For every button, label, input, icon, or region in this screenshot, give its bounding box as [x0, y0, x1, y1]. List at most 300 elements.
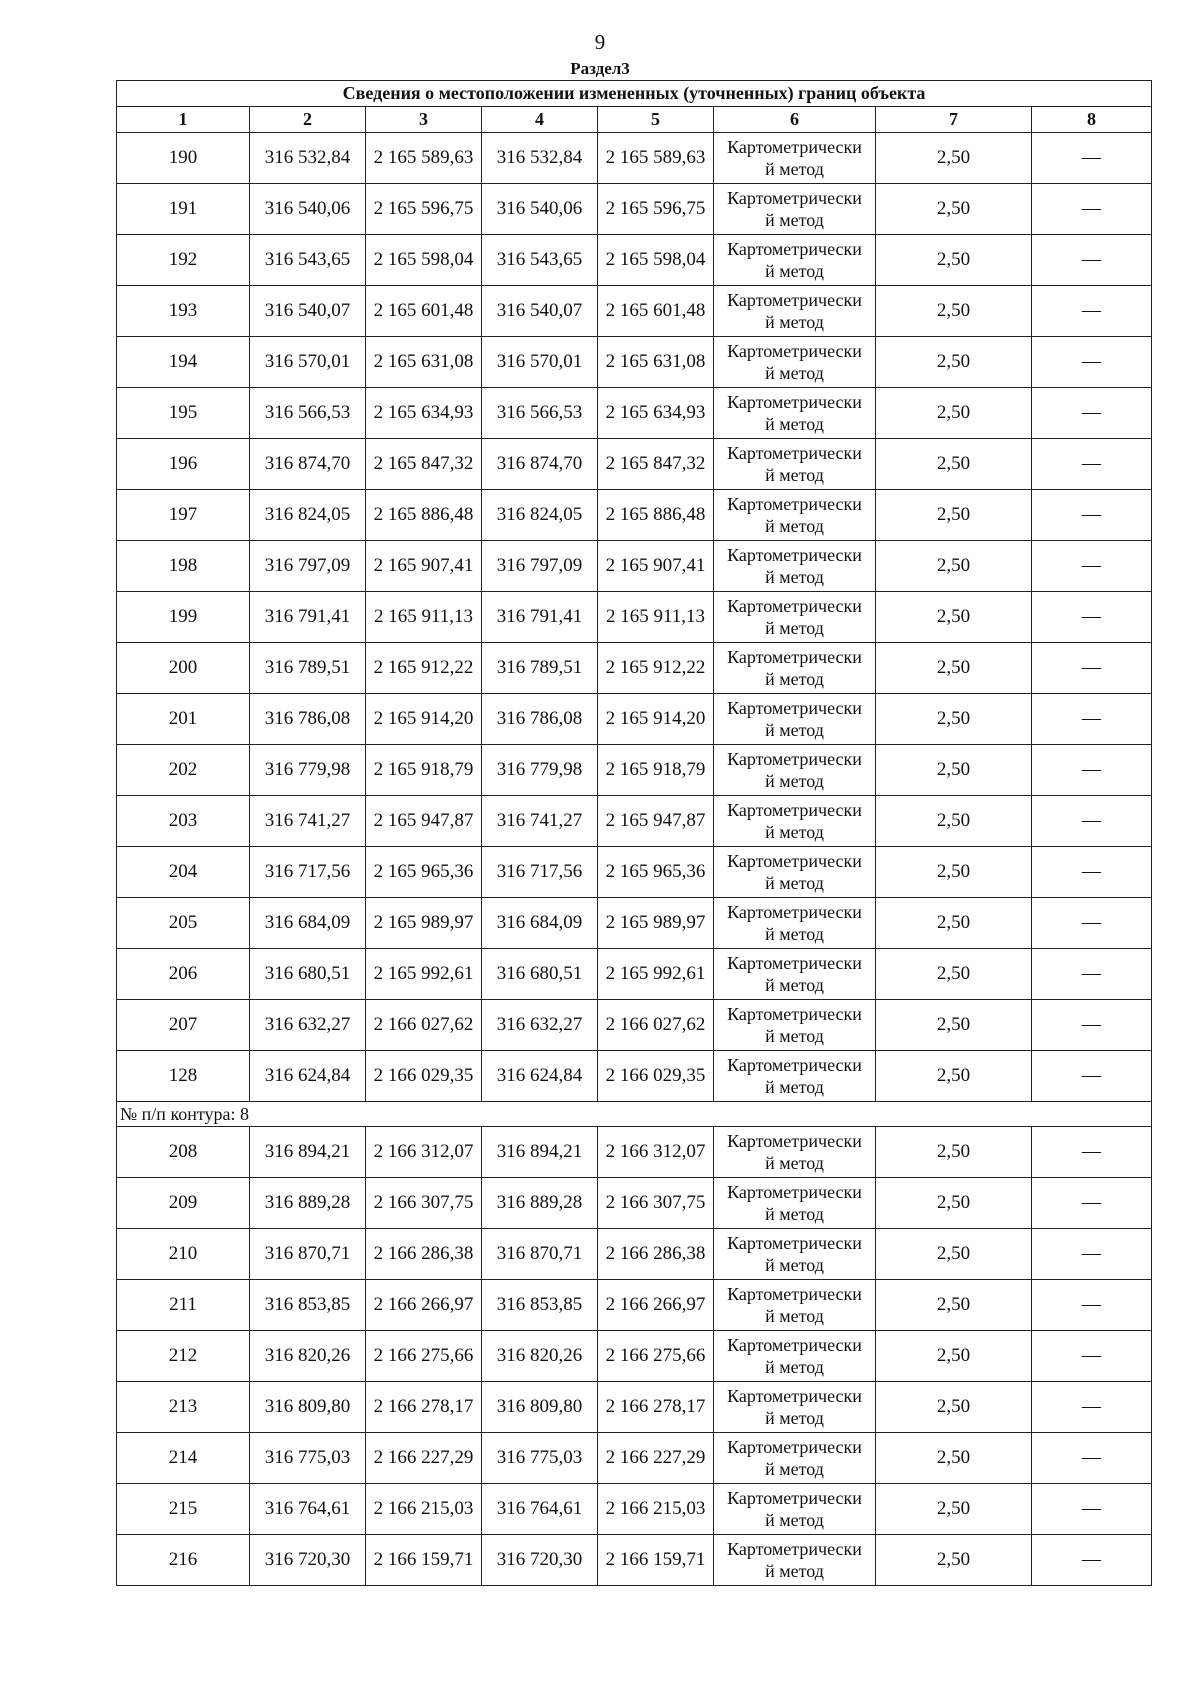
method-line-2: й метод — [765, 1204, 824, 1224]
dash-cell: — — [1032, 1127, 1152, 1178]
dash-cell: — — [1032, 337, 1152, 388]
accuracy-value: 2,50 — [876, 184, 1032, 235]
dash-cell: — — [1032, 694, 1152, 745]
method-cell — [714, 1382, 876, 1433]
coord-x: 316 680,51 — [250, 949, 366, 1000]
coord-x-new: 316 543,65 — [482, 235, 598, 286]
dash-cell: — — [1032, 1484, 1152, 1535]
coord-x-new: 316 824,05 — [482, 490, 598, 541]
point-number: 194 — [117, 337, 250, 388]
method-cell — [714, 490, 876, 541]
method-line-1: Картометрически — [727, 1131, 862, 1151]
coord-x: 316 684,09 — [250, 898, 366, 949]
coord-x: 316 632,27 — [250, 1000, 366, 1051]
method-line-1: Картометрически — [727, 749, 862, 769]
coord-x: 316 570,01 — [250, 337, 366, 388]
coord-y-new: 2 166 275,66 — [598, 1331, 714, 1382]
coord-x: 316 775,03 — [250, 1433, 366, 1484]
method-cell — [714, 592, 876, 643]
method-line-1: Картометрически — [727, 137, 862, 157]
method-line-2: й метод — [765, 1357, 824, 1377]
dash-cell: — — [1032, 796, 1152, 847]
method-line-1: Картометрически — [727, 800, 862, 820]
coord-x: 316 741,27 — [250, 796, 366, 847]
coord-x-new: 316 570,01 — [482, 337, 598, 388]
column-header: 8 — [1032, 107, 1152, 133]
method-line-2: й метод — [765, 1255, 824, 1275]
coord-x: 316 820,26 — [250, 1331, 366, 1382]
point-number: 201 — [117, 694, 250, 745]
coord-x-new: 316 540,07 — [482, 286, 598, 337]
method-line-2: й метод — [765, 924, 824, 944]
coord-y-new: 2 165 631,08 — [598, 337, 714, 388]
point-number: 205 — [117, 898, 250, 949]
coord-y-new: 2 165 847,32 — [598, 439, 714, 490]
point-number: 200 — [117, 643, 250, 694]
coord-y-new: 2 166 159,71 — [598, 1535, 714, 1586]
coord-y: 2 166 159,71 — [366, 1535, 482, 1586]
point-number: 204 — [117, 847, 250, 898]
coord-y-new: 2 165 907,41 — [598, 541, 714, 592]
method-line-1: Картометрически — [727, 545, 862, 565]
table-row — [117, 694, 1152, 745]
dash-cell: — — [1032, 1178, 1152, 1229]
coord-y-new: 2 165 947,87 — [598, 796, 714, 847]
accuracy-value: 2,50 — [876, 1331, 1032, 1382]
accuracy-value: 2,50 — [876, 1280, 1032, 1331]
point-number: 202 — [117, 745, 250, 796]
method-cell — [714, 796, 876, 847]
table-row — [117, 1229, 1152, 1280]
accuracy-value: 2,50 — [876, 898, 1032, 949]
coord-x-new: 316 632,27 — [482, 1000, 598, 1051]
point-number: 197 — [117, 490, 250, 541]
coord-y: 2 165 589,63 — [366, 133, 482, 184]
accuracy-value: 2,50 — [876, 1229, 1032, 1280]
coord-x: 316 824,05 — [250, 490, 366, 541]
dash-cell: — — [1032, 949, 1152, 1000]
coord-x-new: 316 791,41 — [482, 592, 598, 643]
coord-y-new: 2 165 596,75 — [598, 184, 714, 235]
method-cell — [714, 1051, 876, 1102]
dash-cell: — — [1032, 541, 1152, 592]
table-body — [117, 133, 1152, 1586]
table-row — [117, 490, 1152, 541]
dash-cell: — — [1032, 847, 1152, 898]
dash-cell: — — [1032, 898, 1152, 949]
dash-cell: — — [1032, 1051, 1152, 1102]
point-number: 207 — [117, 1000, 250, 1051]
method-cell — [714, 1331, 876, 1382]
coord-x: 316 764,61 — [250, 1484, 366, 1535]
column-header: 5 — [598, 107, 714, 133]
method-line-2: й метод — [765, 1561, 824, 1581]
accuracy-value: 2,50 — [876, 337, 1032, 388]
method-line-1: Картометрически — [727, 1488, 862, 1508]
accuracy-value: 2,50 — [876, 1178, 1032, 1229]
coord-y: 2 166 266,97 — [366, 1280, 482, 1331]
point-number: 193 — [117, 286, 250, 337]
coord-x-new: 316 797,09 — [482, 541, 598, 592]
method-line-1: Картометрически — [727, 341, 862, 361]
column-header: 2 — [250, 107, 366, 133]
table-row — [117, 337, 1152, 388]
method-cell — [714, 643, 876, 694]
coord-x-new: 316 764,61 — [482, 1484, 598, 1535]
accuracy-value: 2,50 — [876, 235, 1032, 286]
coord-y: 2 165 601,48 — [366, 286, 482, 337]
point-number: 215 — [117, 1484, 250, 1535]
coord-y: 2 166 275,66 — [366, 1331, 482, 1382]
coord-y-new: 2 166 312,07 — [598, 1127, 714, 1178]
method-cell — [714, 388, 876, 439]
method-line-1: Картометрически — [727, 851, 862, 871]
method-line-2: й метод — [765, 873, 824, 893]
table-caption: Сведения о местоположении измененных (уточненных) границ объекта — [117, 81, 1152, 107]
method-line-1: Картометрически — [727, 239, 862, 259]
column-header: 7 — [876, 107, 1032, 133]
method-line-1: Картометрически — [727, 953, 862, 973]
table-row — [117, 541, 1152, 592]
table-row — [117, 184, 1152, 235]
dash-cell: — — [1032, 439, 1152, 490]
method-line-2: й метод — [765, 312, 824, 332]
method-line-1: Картометрически — [727, 1004, 862, 1024]
coord-x-new: 316 720,30 — [482, 1535, 598, 1586]
coord-x-new: 316 889,28 — [482, 1178, 598, 1229]
method-line-2: й метод — [765, 1306, 824, 1326]
coord-y: 2 166 027,62 — [366, 1000, 482, 1051]
coord-y-new: 2 165 989,97 — [598, 898, 714, 949]
coord-y: 2 165 914,20 — [366, 694, 482, 745]
table-row — [117, 1433, 1152, 1484]
dash-cell: — — [1032, 133, 1152, 184]
accuracy-value: 2,50 — [876, 949, 1032, 1000]
coord-y: 2 165 634,93 — [366, 388, 482, 439]
coord-x-new: 316 874,70 — [482, 439, 598, 490]
method-line-2: й метод — [765, 822, 824, 842]
coord-y-new: 2 165 918,79 — [598, 745, 714, 796]
coord-y: 2 165 907,41 — [366, 541, 482, 592]
point-number: 199 — [117, 592, 250, 643]
method-line-2: й метод — [765, 363, 824, 383]
coord-y-new: 2 166 227,29 — [598, 1433, 714, 1484]
point-number: 192 — [117, 235, 250, 286]
coord-y: 2 165 965,36 — [366, 847, 482, 898]
dash-cell: — — [1032, 1535, 1152, 1586]
coord-y-new: 2 166 215,03 — [598, 1484, 714, 1535]
accuracy-value: 2,50 — [876, 490, 1032, 541]
method-cell — [714, 1127, 876, 1178]
point-number: 214 — [117, 1433, 250, 1484]
method-line-2: й метод — [765, 771, 824, 791]
coord-x-new: 316 680,51 — [482, 949, 598, 1000]
method-line-1: Картометрически — [727, 596, 862, 616]
method-cell — [714, 541, 876, 592]
point-number: 210 — [117, 1229, 250, 1280]
method-line-1: Картометрически — [727, 494, 862, 514]
dash-cell: — — [1032, 490, 1152, 541]
table-row — [117, 1127, 1152, 1178]
method-cell — [714, 898, 876, 949]
method-cell — [714, 337, 876, 388]
method-line-2: й метод — [765, 975, 824, 995]
method-line-1: Картометрически — [727, 443, 862, 463]
coord-x: 316 540,07 — [250, 286, 366, 337]
method-line-1: Картометрически — [727, 392, 862, 412]
coord-x-new: 316 820,26 — [482, 1331, 598, 1382]
table-row — [117, 1280, 1152, 1331]
coord-x-new: 316 894,21 — [482, 1127, 598, 1178]
coord-x-new: 316 624,84 — [482, 1051, 598, 1102]
coord-x-new: 316 566,53 — [482, 388, 598, 439]
dash-cell: — — [1032, 1433, 1152, 1484]
table-row — [117, 1382, 1152, 1433]
coord-x-new: 316 532,84 — [482, 133, 598, 184]
point-number: 206 — [117, 949, 250, 1000]
coord-x-new: 316 853,85 — [482, 1280, 598, 1331]
coord-x: 316 532,84 — [250, 133, 366, 184]
coord-y: 2 166 286,38 — [366, 1229, 482, 1280]
coord-x: 316 779,98 — [250, 745, 366, 796]
point-number: 203 — [117, 796, 250, 847]
point-number: 213 — [117, 1382, 250, 1433]
method-line-2: й метод — [765, 1510, 824, 1530]
method-cell — [714, 235, 876, 286]
coord-x: 316 797,09 — [250, 541, 366, 592]
point-number: 195 — [117, 388, 250, 439]
coord-x: 316 540,06 — [250, 184, 366, 235]
coord-y: 2 165 918,79 — [366, 745, 482, 796]
method-line-2: й метод — [765, 414, 824, 434]
method-line-2: й метод — [765, 1459, 824, 1479]
accuracy-value: 2,50 — [876, 1051, 1032, 1102]
coord-x: 316 624,84 — [250, 1051, 366, 1102]
coord-y-new: 2 165 965,36 — [598, 847, 714, 898]
method-line-2: й метод — [765, 159, 824, 179]
coord-x-new: 316 789,51 — [482, 643, 598, 694]
accuracy-value: 2,50 — [876, 439, 1032, 490]
method-line-2: й метод — [765, 465, 824, 485]
table-row — [117, 439, 1152, 490]
point-number: 190 — [117, 133, 250, 184]
coord-y-new: 2 165 601,48 — [598, 286, 714, 337]
method-line-2: й метод — [765, 516, 824, 536]
method-line-2: й метод — [765, 669, 824, 689]
coord-y-new: 2 166 029,35 — [598, 1051, 714, 1102]
coord-y-new: 2 165 914,20 — [598, 694, 714, 745]
coord-x-new: 316 779,98 — [482, 745, 598, 796]
coord-y-new: 2 165 589,63 — [598, 133, 714, 184]
coord-x: 316 786,08 — [250, 694, 366, 745]
method-cell — [714, 1178, 876, 1229]
accuracy-value: 2,50 — [876, 796, 1032, 847]
method-line-1: Картометрически — [727, 1055, 862, 1075]
coord-x: 316 717,56 — [250, 847, 366, 898]
method-cell — [714, 184, 876, 235]
coord-x-new: 316 684,09 — [482, 898, 598, 949]
method-cell — [714, 439, 876, 490]
method-line-1: Картометрически — [727, 1284, 862, 1304]
accuracy-value: 2,50 — [876, 1000, 1032, 1051]
coord-y: 2 165 992,61 — [366, 949, 482, 1000]
point-number: 211 — [117, 1280, 250, 1331]
coord-y-new: 2 166 278,17 — [598, 1382, 714, 1433]
method-line-2: й метод — [765, 720, 824, 740]
coord-y-new: 2 165 598,04 — [598, 235, 714, 286]
coord-y: 2 165 598,04 — [366, 235, 482, 286]
method-line-1: Картометрически — [727, 698, 862, 718]
method-cell — [714, 286, 876, 337]
method-line-2: й метод — [765, 261, 824, 281]
accuracy-value: 2,50 — [876, 1433, 1032, 1484]
coord-y-new: 2 166 286,38 — [598, 1229, 714, 1280]
page-number: 9 — [594, 30, 606, 54]
accuracy-value: 2,50 — [876, 1382, 1032, 1433]
table-row — [117, 1178, 1152, 1229]
method-cell — [714, 1433, 876, 1484]
accuracy-value: 2,50 — [876, 1535, 1032, 1586]
coord-y-new: 2 166 027,62 — [598, 1000, 714, 1051]
coord-y: 2 165 631,08 — [366, 337, 482, 388]
header-row — [117, 107, 1152, 133]
method-cell — [714, 694, 876, 745]
table-row — [117, 1331, 1152, 1382]
coord-y: 2 166 278,17 — [366, 1382, 482, 1433]
table-row — [117, 1051, 1152, 1102]
point-number: 128 — [117, 1051, 250, 1102]
accuracy-value: 2,50 — [876, 133, 1032, 184]
method-line-1: Картометрически — [727, 1182, 862, 1202]
table-row — [117, 949, 1152, 1000]
method-line-1: Картометрически — [727, 1233, 862, 1253]
coord-x: 316 720,30 — [250, 1535, 366, 1586]
method-cell — [714, 1535, 876, 1586]
point-number: 196 — [117, 439, 250, 490]
column-header: 1 — [117, 107, 250, 133]
accuracy-value: 2,50 — [876, 541, 1032, 592]
table-row — [117, 592, 1152, 643]
accuracy-value: 2,50 — [876, 388, 1032, 439]
table-row — [117, 643, 1152, 694]
table-row — [117, 133, 1152, 184]
coord-y: 2 165 596,75 — [366, 184, 482, 235]
contour-label: № п/п контура: 8 — [117, 1102, 1152, 1127]
method-line-1: Картометрически — [727, 647, 862, 667]
method-line-2: й метод — [765, 1026, 824, 1046]
dash-cell: — — [1032, 1331, 1152, 1382]
dash-cell: — — [1032, 1382, 1152, 1433]
table-row — [117, 388, 1152, 439]
method-line-2: й метод — [765, 1077, 824, 1097]
accuracy-value: 2,50 — [876, 643, 1032, 694]
coord-x: 316 874,70 — [250, 439, 366, 490]
method-line-1: Картометрически — [727, 1539, 862, 1559]
column-header: 4 — [482, 107, 598, 133]
coord-y: 2 165 847,32 — [366, 439, 482, 490]
coord-x-new: 316 786,08 — [482, 694, 598, 745]
accuracy-value: 2,50 — [876, 1484, 1032, 1535]
coord-y: 2 166 307,75 — [366, 1178, 482, 1229]
coord-x: 316 894,21 — [250, 1127, 366, 1178]
point-number: 208 — [117, 1127, 250, 1178]
point-number: 209 — [117, 1178, 250, 1229]
method-line-2: й метод — [765, 1408, 824, 1428]
method-line-1: Картометрически — [727, 188, 862, 208]
method-line-2: й метод — [765, 210, 824, 230]
accuracy-value: 2,50 — [876, 592, 1032, 643]
coord-y: 2 166 227,29 — [366, 1433, 482, 1484]
coord-y: 2 165 947,87 — [366, 796, 482, 847]
method-cell — [714, 1484, 876, 1535]
coord-y: 2 165 989,97 — [366, 898, 482, 949]
dash-cell: — — [1032, 184, 1152, 235]
coord-y: 2 166 312,07 — [366, 1127, 482, 1178]
table-row — [117, 847, 1152, 898]
method-line-2: й метод — [765, 1153, 824, 1173]
table-row — [117, 1000, 1152, 1051]
accuracy-value: 2,50 — [876, 286, 1032, 337]
method-line-1: Картометрически — [727, 1437, 862, 1457]
coord-y-new: 2 165 911,13 — [598, 592, 714, 643]
method-line-2: й метод — [765, 567, 824, 587]
dash-cell: — — [1032, 745, 1152, 796]
method-cell — [714, 847, 876, 898]
coord-x-new: 316 870,71 — [482, 1229, 598, 1280]
coord-x-new: 316 741,27 — [482, 796, 598, 847]
method-cell — [714, 1229, 876, 1280]
contour-row — [117, 1102, 1152, 1127]
method-line-1: Картометрически — [727, 902, 862, 922]
dash-cell: — — [1032, 592, 1152, 643]
coord-x-new: 316 540,06 — [482, 184, 598, 235]
coord-y: 2 165 886,48 — [366, 490, 482, 541]
accuracy-value: 2,50 — [876, 1127, 1032, 1178]
coord-y-new: 2 165 912,22 — [598, 643, 714, 694]
coord-y-new: 2 166 266,97 — [598, 1280, 714, 1331]
dash-cell: — — [1032, 1229, 1152, 1280]
coordinates-table — [116, 80, 1152, 1586]
table-row — [117, 745, 1152, 796]
section-title: Раздел3 — [570, 59, 630, 78]
coord-x-new: 316 717,56 — [482, 847, 598, 898]
table-row — [117, 286, 1152, 337]
coord-x: 316 566,53 — [250, 388, 366, 439]
table-row — [117, 898, 1152, 949]
column-header: 3 — [366, 107, 482, 133]
coord-y-new: 2 166 307,75 — [598, 1178, 714, 1229]
method-line-1: Картометрически — [727, 1335, 862, 1355]
coord-y: 2 166 215,03 — [366, 1484, 482, 1535]
coord-y: 2 165 911,13 — [366, 592, 482, 643]
accuracy-value: 2,50 — [876, 847, 1032, 898]
coord-y-new: 2 165 886,48 — [598, 490, 714, 541]
table-row — [117, 235, 1152, 286]
coord-y: 2 165 912,22 — [366, 643, 482, 694]
method-cell — [714, 1000, 876, 1051]
coord-x: 316 789,51 — [250, 643, 366, 694]
point-number: 191 — [117, 184, 250, 235]
dash-cell: — — [1032, 388, 1152, 439]
method-line-2: й метод — [765, 618, 824, 638]
accuracy-value: 2,50 — [876, 694, 1032, 745]
coord-x: 316 853,85 — [250, 1280, 366, 1331]
dash-cell: — — [1032, 286, 1152, 337]
coord-y: 2 166 029,35 — [366, 1051, 482, 1102]
dash-cell: — — [1032, 1280, 1152, 1331]
method-cell — [714, 1280, 876, 1331]
dash-cell: — — [1032, 643, 1152, 694]
